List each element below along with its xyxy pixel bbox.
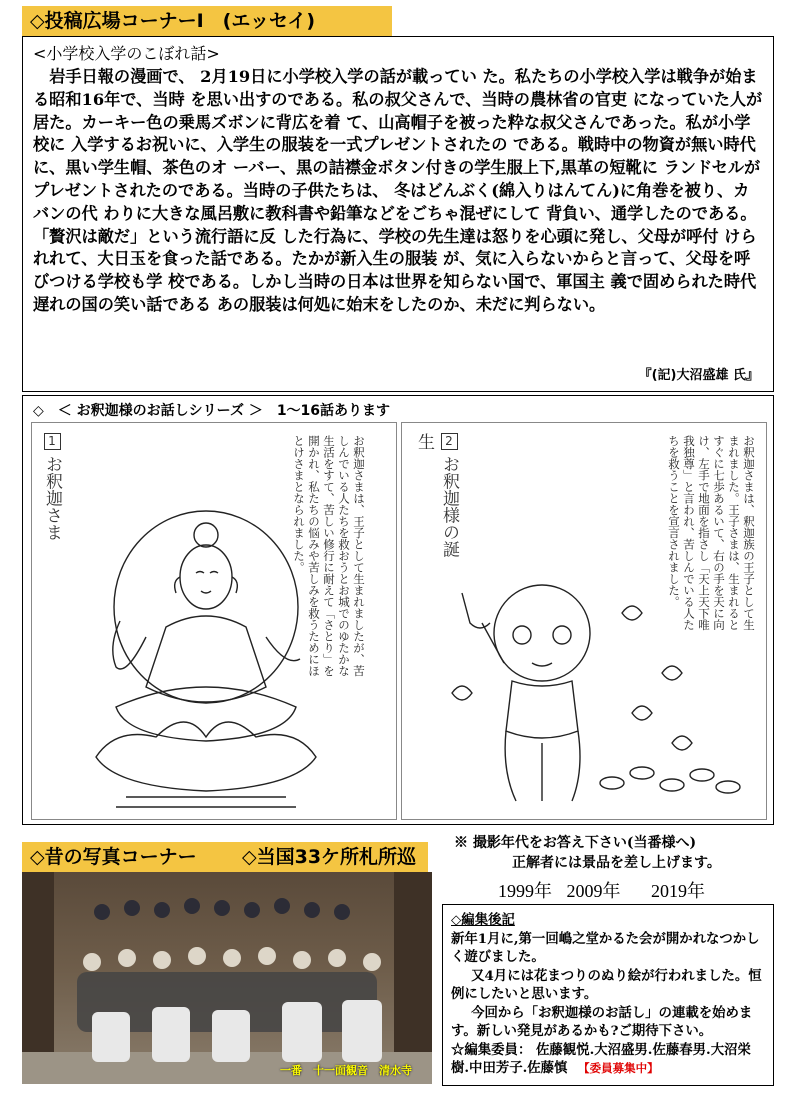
series-title: ◇ ＜ お釈迦様のお話しシリーズ ＞ 1～16話あります bbox=[33, 403, 391, 419]
panel2-text: お釈迦さまは、釈迦族の王子として生まれました。王子さまは、生まれるとすぐに七歩あるいて、右の手を天に向け、左手で地面を指さし「天上天下唯我独尊」と言われ、苦しんでいる人たちを救うことを宣言されました。 bbox=[667, 435, 756, 631]
baby-buddha-illustration bbox=[422, 573, 752, 813]
editor-members bbox=[451, 1041, 765, 1078]
essay-banner: ◇投稿広場コーナーⅠ (エッセイ) bbox=[22, 6, 392, 36]
panel1-title: お釈迦さま bbox=[42, 455, 62, 541]
photo-people bbox=[22, 872, 432, 1084]
photo-caption: 一番 十一面観音 清水寺 bbox=[280, 1064, 412, 1077]
editor-paragraph-3: 今回から「お釈迦様のお話し」の連載を始めます。新しい発見があるかも?ご期待下さい。 bbox=[451, 1004, 753, 1039]
essay-box bbox=[22, 36, 774, 392]
editor-heading: ◇編集後記 bbox=[451, 912, 515, 928]
essay-body: 岩手日報の漫画で、 2月19日に小学校入学の話が載ってい た。私たちの小学校入学は戦争が始まる昭和16年で、当時 を思い出すのである。私の叔父さんで、当時の農林省の官吏 になっていた人が居た。カーキー色の乗馬ズボンに背広を着 て、山高帽子を被った粋な叔父さんであった。私が小学校に 入学するお祝いに、入学生の服装を一式プレゼントされたの である。戦時中の物資が無い時代に、黒い学生帽、茶色のオ ーバー、黒の詰襟金ボタン付きの学生服上下,黒革の短靴に ランドセルがプレゼントされたのである。当時の子供たちは、 冬はどんぶく(綿入りはんてん)に角巻を被り、カバンの代 わりに大きな風呂敷に教科書や鉛筆などをごちゃ混ぜにして 背負い、通学したのである。 「贅沢は敵だ」という流行語に反 した行為に、学校の先生達は怒りを心頭に発し、父母が呼付 けられれて、大日玉を食った話である。たかが新入生の服装 が、気に入らないからと言って、父母を呼びつける学校も学 校である。しかし当時の日本は世界を知らない国で、軍国主 義で固められた時代遅れの国の笑い話である あの服装は何処に始末をしたのか、未だに判らない。 bbox=[33, 67, 763, 314]
quiz-line-1: ※ 撮影年代をお答え下さい(当番様へ) bbox=[454, 835, 697, 851]
year-option-2019: 2019年 bbox=[651, 881, 705, 901]
essay-signature: 『(記)大沼盛雄 氏』 bbox=[638, 368, 759, 383]
series-box bbox=[22, 395, 774, 825]
coloring-panel-buddha bbox=[31, 422, 397, 820]
coloring-panel-birth bbox=[401, 422, 767, 820]
photo-banner-right: ◇当国33ケ所札所巡 bbox=[234, 842, 428, 872]
panel2-title: お釈迦様の誕生 bbox=[414, 433, 459, 558]
photo-banner-left: ◇昔の写真コーナー bbox=[22, 842, 234, 872]
editor-members-label: ☆編集委員： bbox=[451, 1041, 532, 1058]
editor-members-list: 佐藤観悦.大沼盛男.佐藤春男.大沼栄樹.中田芳子.佐藤慎 bbox=[451, 1041, 751, 1076]
year-option-1999: 1999年 bbox=[498, 881, 552, 901]
editor-paragraph-2: 又4月には花まつりのぬり絵が行われました。恒例にしたいと思います。 bbox=[451, 967, 762, 1002]
panel1-text: お釈迦さまは、王子として生まれましたが、苦しんでいる人たちを救おうとお城でのゆたかな生活をすて、苦しい修行に耐えて「さとり」を開かれ、私たちの悩みや苦しみを救うためにほとけさまとなられました。 bbox=[292, 435, 366, 677]
essay-title: <小学校入学のこぼれ話> bbox=[33, 44, 220, 63]
panel1-number: 1 bbox=[44, 433, 61, 450]
editor-paragraph-1: 新年1月に,第一回嶋之堂かるた会が開かれなつかしく遊びました。 bbox=[451, 930, 760, 965]
quiz-years bbox=[498, 877, 705, 903]
editor-note-box bbox=[442, 904, 774, 1086]
recruit-notice: 【委員募集中】 bbox=[578, 1061, 659, 1075]
year-option-2009: 2009年 bbox=[566, 881, 621, 901]
buddha-illustration bbox=[56, 507, 356, 817]
quiz-line-2: 正解者には景品を差し上げます。 bbox=[512, 855, 721, 871]
group-photo bbox=[22, 872, 432, 1084]
panel2-number: 2 bbox=[441, 433, 458, 450]
panel2-title-block bbox=[412, 433, 462, 573]
